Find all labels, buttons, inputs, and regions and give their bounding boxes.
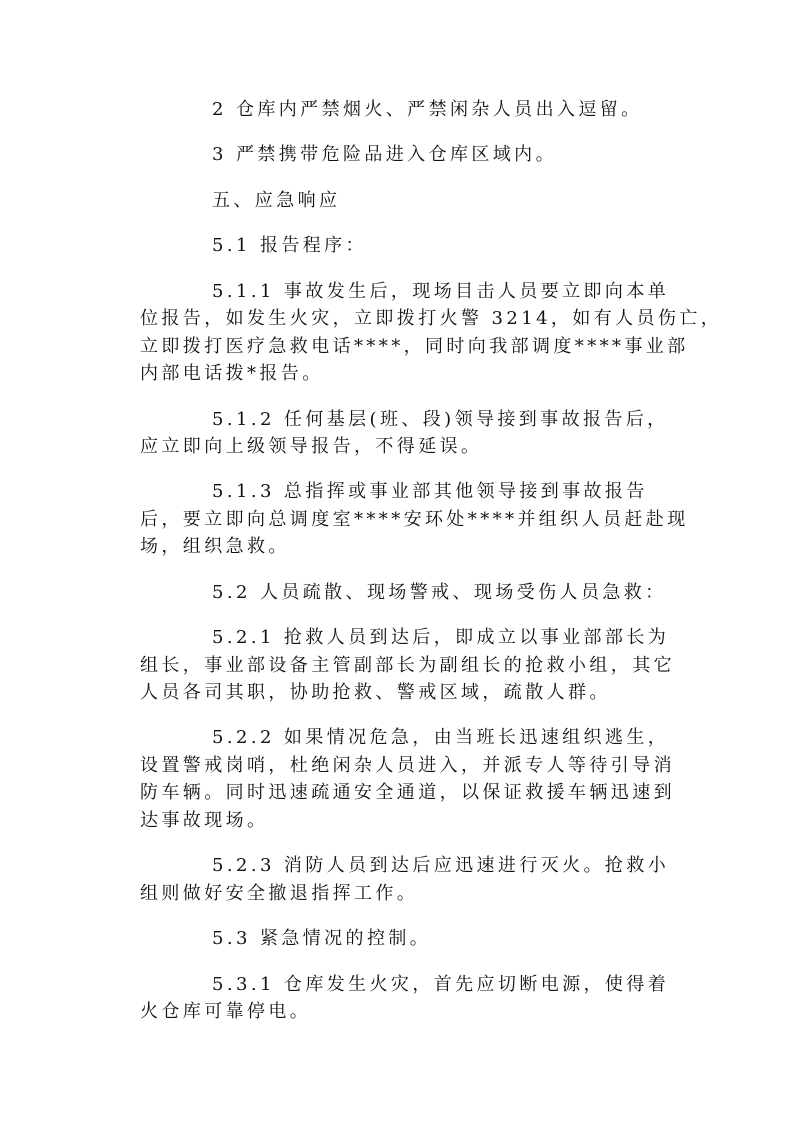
paragraph — [140, 232, 670, 259]
text-line: 设置警戒岗哨，杜绝闲杂人员进入，并派专人等待引导消 — [140, 754, 675, 776]
paragraph — [140, 141, 670, 168]
paragraph — [140, 724, 675, 834]
text-line: 组长，事业部设备主管副部长为副组长的抢救小组，其它 — [140, 654, 675, 676]
text-line: 2 仓库内严禁烟火、严禁闲杂人员出入逗留。 — [212, 99, 643, 120]
text-line: 五、应急响应 — [212, 189, 341, 211]
text-line: 5.2.1 抢救人员到达后，即成立以事业部部长为 — [212, 627, 670, 649]
text-line: 5.3 紧急情况的控制。 — [212, 928, 432, 950]
text-line: 位报告，如发生火灾，立即拨打火警 3214，如有人员伤亡， — [140, 308, 723, 330]
text-line: 火仓库可靠停电。 — [140, 1000, 312, 1022]
paragraph — [140, 278, 723, 388]
text-line: 应立即向上级领导报告，不得延误。 — [140, 435, 483, 457]
text-line: 5.2 人员疏散、现场警戒、现场受伤人员急救： — [212, 581, 667, 603]
text-line: 组则做好安全撤退指挥工作。 — [140, 882, 419, 904]
text-line: 5.2.3 消防人员到达后应迅速进行灭火。抢救小 — [212, 855, 670, 877]
paragraph — [140, 971, 670, 1026]
text-line: 5.2.2 如果情况危急，由当班长迅速组织逃生， — [212, 727, 670, 749]
document-page — [140, 96, 723, 1043]
paragraph — [140, 925, 670, 952]
paragraph — [140, 478, 689, 560]
text-line: 5.1 报告程序： — [212, 235, 367, 257]
text-line: 5.3.1 仓库发生火灾，首先应切断电源，使得着 — [212, 973, 670, 995]
text-line: 达事故现场。 — [140, 809, 269, 831]
text-line: 3 严禁携带危险品进入仓库区域内。 — [212, 144, 557, 166]
text-line: 5.1.1 事故发生后，现场目击人员要立即向本单 — [212, 280, 670, 302]
text-line: 5.1.3 总指挥或事业部其他领导接到事故报告 — [212, 481, 648, 503]
text-line: 后，要立即向总调度室****安环处****并组织人员赶赴现 — [140, 508, 689, 530]
paragraph — [140, 852, 670, 907]
text-line: 5.1.2 任何基层(班、段)领导接到事故报告后， — [212, 408, 669, 430]
paragraph — [140, 624, 675, 706]
paragraph — [140, 187, 670, 214]
paragraph — [140, 579, 670, 606]
text-line: 内部电话拨*报告。 — [140, 363, 324, 385]
text-line: 立即拨打医疗急救电话****，同时向我部调度****事业部 — [140, 335, 689, 357]
text-line: 场，组织急救。 — [140, 536, 290, 558]
paragraph — [140, 96, 670, 123]
paragraph — [140, 406, 670, 461]
text-line: 人员各司其职，协助抢救、警戒区域，疏散人群。 — [140, 682, 611, 703]
text-line: 防车辆。同时迅速疏通安全通道，以保证救援车辆迅速到 — [140, 782, 675, 804]
